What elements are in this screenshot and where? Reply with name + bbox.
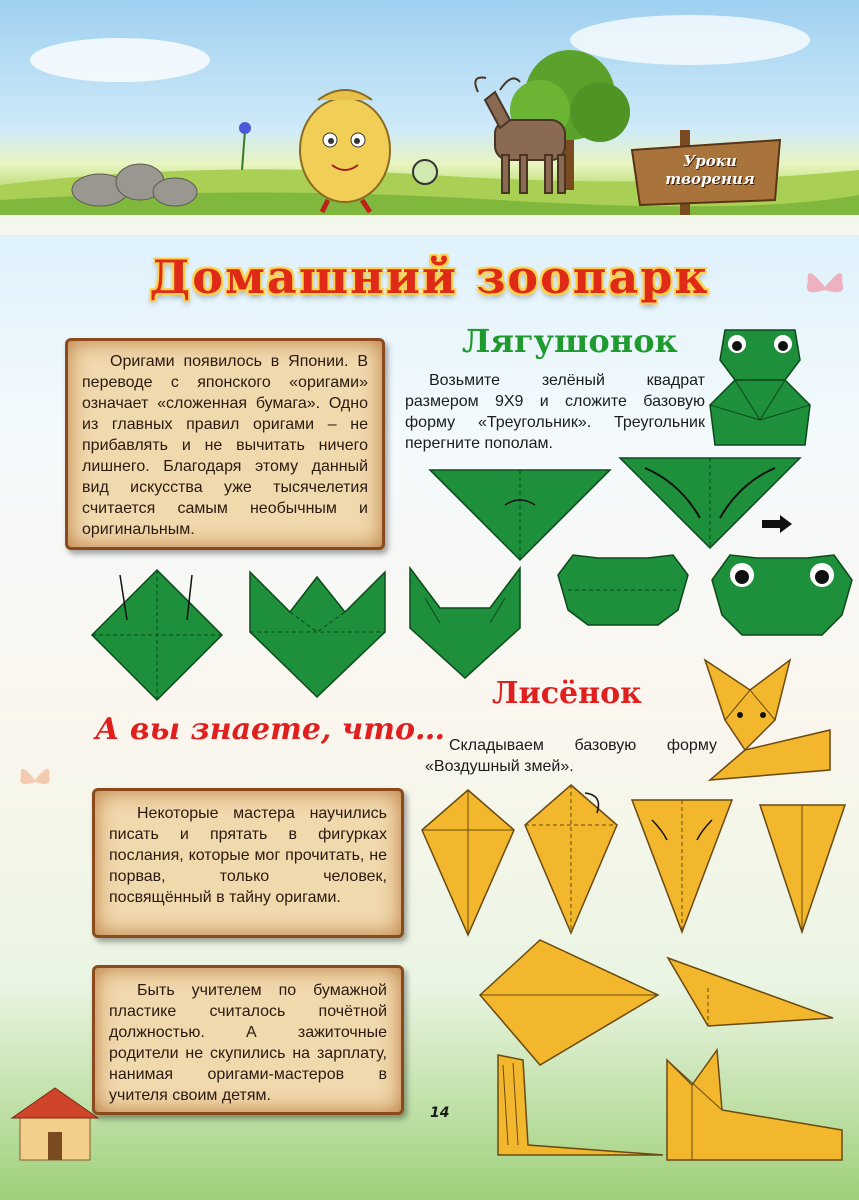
rocks — [72, 164, 197, 206]
fox-step-3 — [632, 800, 732, 932]
frog-heading: Лягушонок — [462, 322, 678, 360]
header-scene — [0, 0, 859, 235]
fox-instructions — [425, 735, 717, 777]
sign-line-1: Уроки — [683, 152, 737, 170]
fox-step-7 — [488, 1055, 663, 1155]
fox-heading: Лисёнок — [492, 676, 642, 711]
frog-instructions — [405, 370, 705, 454]
fact-1-text: Некоторые мастера научились писать и прятать в фигурках послания, которые мог прочитать, не порвав, только человек, посвящённый в тайну оригами. — [109, 805, 387, 906]
frog-step-5 — [405, 568, 525, 678]
frog-step-3 — [92, 570, 222, 705]
intro-box — [65, 338, 385, 550]
page-number: 14 — [430, 1105, 450, 1121]
page-title: Домашний зоопарк — [149, 250, 710, 304]
fact-box-2 — [92, 965, 404, 1115]
did-you-know-heading: А вы знаете, что… — [95, 712, 446, 747]
fox-step-8 — [662, 1040, 842, 1160]
house-illustration — [0, 1080, 120, 1170]
frog-step-6 — [558, 550, 688, 630]
arrow-right-icon — [762, 515, 792, 533]
fox-step-1 — [422, 790, 514, 935]
sign-line-2: творения — [665, 170, 755, 188]
fox-step-2 — [525, 785, 617, 933]
fox-step-5 — [480, 940, 658, 1065]
fact-2-text: Быть учителем по бумажной пластике считалось почётной должностью. А зажиточные родители не скупились на зарплату, нанимая оригами-мастеров в учителя своим детям. — [109, 982, 387, 1104]
intro-text: Оригами появилось в Японии. В переводе с японского «оригами» означает «сложенная бумага». Одно из главных правил оригами – не прибавлять и не вычитать ничего лишнего. Благодаря этому данный вид искусства уже тысячелетия считается самым необычным и оригинальным. — [82, 353, 368, 538]
fox-text: Складываем базовую форму «Воздушный змей». — [425, 737, 717, 775]
frog-text: Возьмите зелёный квадрат размером 9Х9 и сложите базовую форму «Треугольник». Треугольник перегните пополам. — [405, 372, 705, 452]
frog-step-7 — [712, 550, 852, 635]
fox-step-6 — [668, 958, 833, 1028]
fox-finished — [705, 660, 835, 785]
frog-finished — [705, 320, 815, 445]
butterfly-icon — [15, 760, 55, 800]
header-illustration — [0, 0, 859, 235]
fox-step-4 — [760, 800, 845, 932]
frog-step-4 — [250, 572, 385, 697]
fact-box-1 — [92, 788, 404, 938]
frog-step-1 — [430, 470, 610, 560]
frog-step-2 — [620, 458, 800, 548]
